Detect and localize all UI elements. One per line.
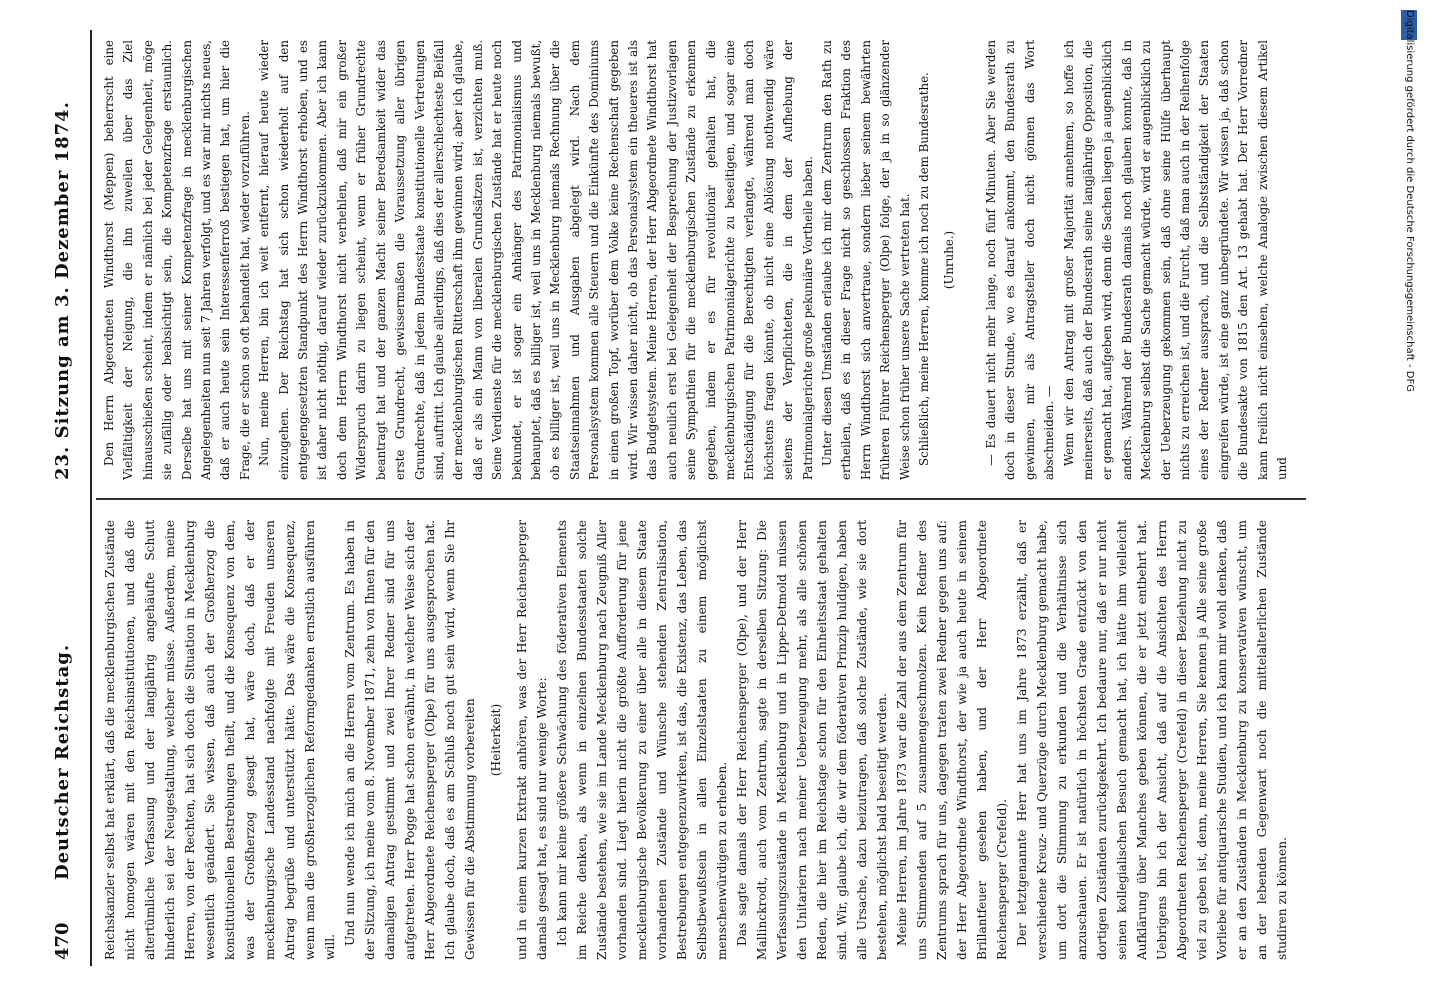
right-paragraph-3: Unter diesen Umständen erlaube ich mir dem Zentrum den Rath zu ertheilen, daß es in dieser Frage nicht so geschlossen Fraktion des Herrn Windthorst sich anvertraue, sondern lieber seinem bewährten früheren Führer Reichensperger (Olpe) folge, der ja in so glänzender Weise schon früher unsere Sache vertreten hat. — [820, 40, 912, 480]
left-paragraph-6: Meine Herren, im Jahre 1873 war die Zahl der aus dem Zentrum für uns Stimmenden auf 5 zusammengeschmolzen. Kein Redner des Zentrums sprach für uns, dagegen traten zwei Redner gegen uns auf: der Herr Abgeordnete Windthorst, der wie ja auch heute in seinem Brillantfeuer gesehen haben, und der Herr Abgeordnete Reichensperger (Crefeld). — [895, 520, 1009, 960]
page-header — [52, 40, 84, 960]
right-paragraph-5: — Es dauert nicht mehr lange, noch fünf Minuten. Aber Sie werden doch in dieser Stunde, wo es darauf ankommt, den Bundesrath zu gewinnen, mir als Antragsteller doch nicht gönnen das Wort abschneiden. — — [983, 40, 1057, 480]
digitization-note — [1395, 10, 1425, 990]
section-gap — [966, 40, 982, 480]
left-column — [100, 520, 1292, 960]
page-number: 470 — [52, 922, 73, 960]
right-column — [100, 40, 1292, 480]
left-paragraph-2: Und nun wende ich mich an die Herren vom Zentrum. Es haben in der Sitzung, ich meine vom 8. November 1871, zehn von Ihnen für den damaligen Antrag gestimmt und zwei Ihrer Redner sind für uns aufgetreten. Herr Pogge hat schon erwähnt, in welcher Weise sich der Herr Abgeordnete Reichensperger (Olpe) für uns ausgesprochen hat. Ich glaube doch, daß es am Schluß noch gut sein wird, wenn Sie Ihr Gewissen für die Abstimmung vorbereiten — [343, 520, 477, 960]
right-paragraph-4: Schließlich, meine Herren, komme ich noch zu dem Bundesrathe. — [917, 72, 932, 466]
stage-direction-laughter: (Heiterkeit) — [489, 703, 503, 777]
right-paragraph-2: Nun, meine Herren, bin ich weit entfernt, hierauf heute wieder einzugehen. Der Reichstag hat sich schon wiederholt auf den entgegengesetzten Standpunkt des Herrn Windthorst erhoben, und es ist daher nicht nöthig, darauf wieder zurückzukommen. Aber ich kann doch dem Herrn Windthorst nicht verhehlen, daß mir ein großer Widerspruch darin zu liegen scheint, wenn er früher Grundrechte beantragt hat und der ganzen Macht seiner Beredsamkeit wider das erste Grundrecht, gewissermaßen die Voraussetzung aller übrigen Grundrechte, daß in jedem Bundesstaate konstitutionelle Vertretungen sind, auftritt. Ich glaube allerdings, daß dies der allerschlechteste Beifall der mecklenburgischen Ritterschaft ihm gewinnen wird; aber ich glaube, daß er als ein Mann von liberalen Grundsätzen ist, verzichten muß. Seine Verdienste für die mecklenburgischen Zustände hat er heute noch bekundet, er ist sogar ein Anhänger des Patrimonialismus und behauptet, daß es billiger ist, weil uns in Mecklenburg niemals bewußt, ob es billiger ist, weil uns in Mecklenburg niemals Rechnung über die Staatseinnahmen und Ausgaben abgelegt wird. Nach dem Personalsystem kommen alle Steuern und die Einkünfte des Dominiums in einen großen Topf, worüber dem Volke keine Rechenschaft gegeben wird. Wir wissen daher nicht, ob das Personalsystem ein theueres ist als das Budgetsystem. Meine Herren, der Herr Abgeordnete Windthorst hat auch neulich erst bei Gelegenheit der Besprechung der Justizvorlagen seine Sympathien für die mecklenburgischen Zustände zu erkennen gegeben, indem er es für revolutionär gehalten hat, die mecklenburgischen Patrimonialgerichte zu beseitigen, und sogar eine Entschädigung für die Berechtigten verlangte, während man doch höchstens fragen könnte, ob nicht eine Ablösung nothwendig wäre seitens der Verpflichteten, die in dem der Aufhebung der Patrimonialgerichte große pekuniäre Vortheile haben. — [257, 40, 815, 480]
left-paragraph-7: Der letztgenannte Herr hat uns im Jahre 1873 erzählt, daß er verschiedene Kreuz- und Querzüge durch Mecklenburg gemacht habe, um dort die Stimmung zu erkunden und die Verhältnisse sich anzuschauen. Er ist natürlich in höchsten Grade entzückt von den dortigen Zuständen zurückgekehrt. Ich bedaure nur, daß er nur nicht seinen kollegialischen Besuch gemacht hat, ich hätte ihm vielleicht Aufklärung über Manches geben können, die er jetzt entbehrt hat. Uebrigens bin ich der Ansicht, daß auf die Ansichten des Herrn Abgeordneten Reichensperger (Crefeld) in dieser Beziehung nicht zu viel zu geben ist, denn, meine Herren, Sie kennen ja Alle seine große Vorliebe für antiquarische Studien, und ich kann mir wohl denken, daß er an den Zuständen in Mecklenburg zu konservativen wünscht, um an der lebenden Gegenwart noch die mittelalterlichen Zustände studiren zu können. — [1015, 520, 1289, 960]
column-divider — [96, 498, 1306, 500]
left-quote-reichensperger: Ich kann mir keine größere Schwächung des föderativen Elements im Reiche denken, als wenn in einzelnen Bundesstaaten solche Zustände bestehen, wie sie im Lande Mecklenburg nach Zeugniß Aller vorhanden sind. Liegt hierin nicht die größte Aufforderung für jene mecklenburgische Bevölkerung zu einer über alle in diesem Staate vorhandenen Zustände und Wünsche stehenden Zentralisation, Bestrebungen entgegenzuwirken, ist das, die Existenz, das Leben, das Selbstbewußtsein in allen Einzelstaaten zu einem möglichst menschenwürdigen zu erheben. — [555, 520, 729, 960]
left-quote-mallinckrodt: Das sagte damals der Herr Reichensperger (Olpe), und der Herr Mallinckrodt, auch vom Zentrum, sagte in derselben Sitzung: Die Verfassungszustände in Mecklenburg und in Lippe-Detmold müssen den Unitariern nach meiner Ueberzeugung mehr, als alle schönen Reden, die hier im Reichstage schon für den Einheitsstaat gehalten sind. Wir, glaube ich, die wir dem föderativen Prinzip huldigen, haben alle Ursache, dazu beizutragen, daß solche Zustände, wie sie dort bestehen, möglichst bald beseitigt werden. — [735, 520, 889, 960]
stage-direction-unrest: (Unruhe.) — [942, 230, 957, 290]
left-paragraph-3: und in einem kurzen Extrakt anhören, was der Herr Reichensperger damals gesagt hat, es sind nur wenige Worte: — [515, 520, 549, 960]
left-paragraph-1: Reichskanzler selbst hat erklärt, daß die mecklenburgischen Zustände nicht homogen wären mit den Reichsinstitutionen, und daß die altertümliche Verfassung und der langjährig angehäufte Schutt hinderlich sei der Neugestaltung, welcher müsse. Außerdem, meine Herren, von der Rechten, hat sich doch die Situation in Mecklenburg wesentlich geändert. Sie wissen, daß auch der Großherzog die konstitutionellen Bestrebungen theilt, und die Konsequenz von dem, was der Großherzog gesagt hat, wäre doch, daß er der mecklenburgische Landesstand nachfolgte mit Freuden unseren Antrag begrüße und unterstützt hätte. Das wäre die Konsequenz, wenn man die großherzoglichen Reformgedanken ernstlich ausführen will. — [103, 520, 337, 960]
session-line: 23. Sitzung am 3. Dezember 1874. — [52, 101, 73, 480]
digitization-credit: Digitalisierung gefördert durch die Deutsche Forschungsgemeinschaft - DFG — [1404, 10, 1415, 393]
header-rule — [90, 30, 92, 966]
right-paragraph-6: Wenn wir den Antrag mit großer Majorität annehmen, so hoffe ich meinerseits, daß auch der Bundesrath seine langjährige Opposition, die er gemacht hat, aufgeben wird, denn die Sachen liegen ja augenblicklich anders. Während der Bundesrath damals noch glauben konnte, daß in Mecklenburg selbst die Sache gemacht würde, wird er augenblicklich zu der Ueberzeugung gekommen sein, daß ohne seine Hülfe überhaupt nichts zu erreichen ist, und die Furcht, daß man auch in der Reihenfolge eines der Redner aussprach, und die Selbstständigkeit der Staaten eingreifen würde, ist eine ganz unbegründete. Wir wissen ja, daß schon die Bundesakte von 1815 den Art. 13 gehabt hat. Der Herr Vorredner kann freilich nicht einsehen, welche Analogie zwischen diesem Artikel und — [1061, 40, 1289, 480]
right-paragraph-1: Den Herrn Abgeordneten Windthorst (Meppen) beherrscht eine Vielfältigkeit der Neigung, die ihn zuweilen über das Ziel hinausschießen scheint, indem er nämlich bei jeder Gelegenheit, möge sie zufällig oder beabsichtigt sein, die Kompetenzfrage erstaunlich. Derselbe hat uns mit seiner Kompetenzfrage in mecklenburgischen Angelegenheiten nun seit 7 Jahren verfolgt, und es war mir nichts neues, daß er auch heute sein Interessenferroß bestiegen hat, um hier die Frage, die er schon so oft behandelt hat, wieder vorzuführen. — [102, 40, 252, 480]
page-title: Deutscher Reichstag. — [52, 643, 73, 880]
